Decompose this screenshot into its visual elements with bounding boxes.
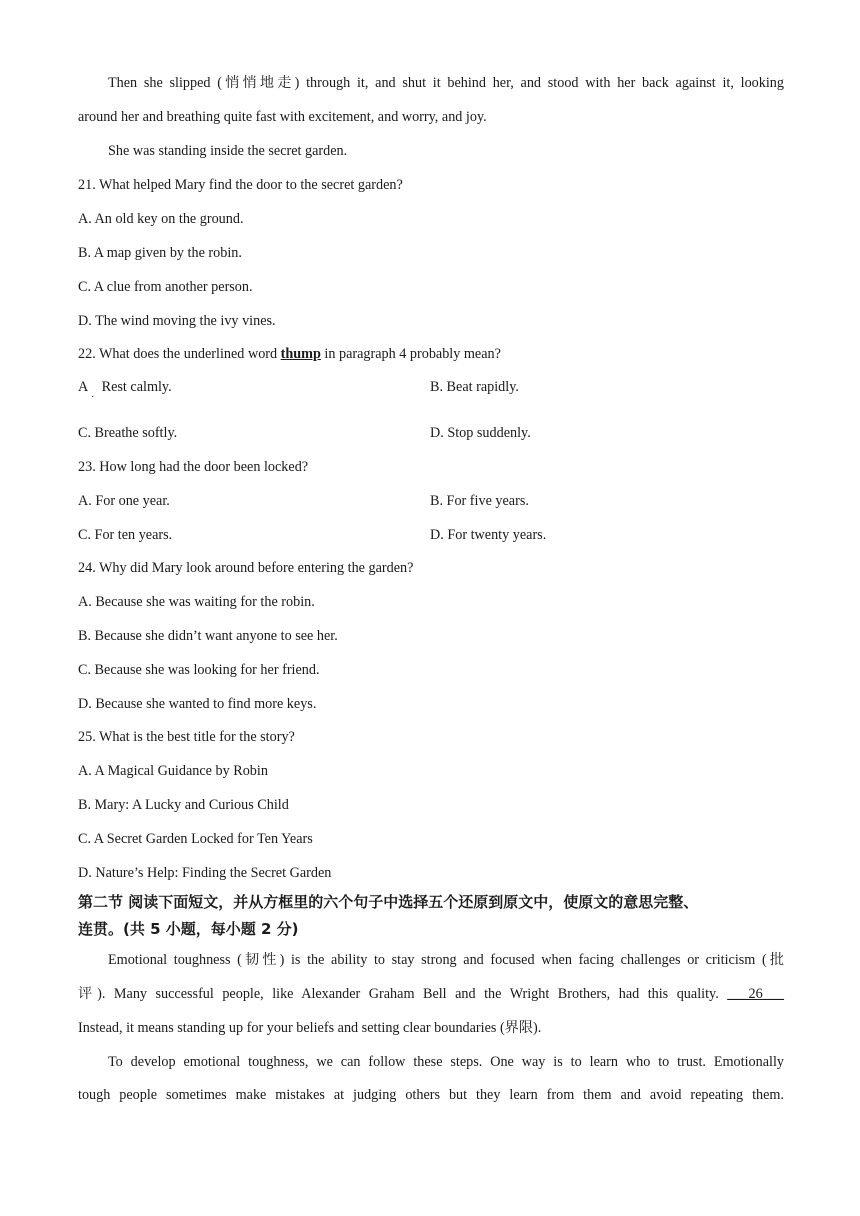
section2-p1-line1: Emotional toughness (韧性) is the ability to stay strong and focused when facing challenges or criticism (批 — [108, 952, 784, 968]
section2-p1-line2-text: 评). Many successful people, like Alexander Graham Bell and the Wright Brothers, had this quality. — [78, 986, 728, 1002]
section2-p1-line3: Instead, it means standing up for your beliefs and setting clear boundaries (界限). — [78, 1020, 542, 1036]
section2-heading-line2: 连贯。(共 5 小题，每小题 2 分) — [78, 920, 299, 938]
passage-p1-line2: around her and breathing quite fast with excitement, and worry, and joy. — [78, 109, 487, 125]
q22-option-a: A Rest calmly. — [78, 379, 172, 395]
q22-stem-before: 22. What does the underlined word — [78, 346, 281, 362]
q21-option-c: C. A clue from another person. — [78, 279, 253, 295]
q24-option-b: B. Because she didn’t want anyone to see her. — [78, 628, 338, 644]
q21-option-b: B. A map given by the robin. — [78, 245, 242, 261]
q24-option-c: C. Because she was looking for her friend. — [78, 662, 320, 678]
section2-p2-line2: tough people sometimes make mistakes at judging others but they learn from them and avoid repeating them. — [78, 1087, 784, 1103]
q22-option-b: B. Beat rapidly. — [430, 379, 519, 395]
section2-p2-line1: To develop emotional toughness, we can follow these steps. One way is to learn who to trust. Emotionally — [108, 1054, 784, 1070]
q23-option-c: C. For ten years. — [78, 527, 173, 543]
q22-option-c: C. Breathe softly. — [78, 425, 178, 441]
q21-option-d: D. The wind moving the ivy vines. — [78, 313, 276, 329]
q22-stem-after: in paragraph 4 probably mean? — [320, 346, 501, 362]
passage-p2: She was standing inside the secret garden. — [108, 143, 348, 159]
q25-option-d: D. Nature’s Help: Finding the Secret Garden — [78, 865, 332, 881]
section2-heading-line1: 第二节 阅读下面短文，并从方框里的六个句子中选择五个还原到原文中，使原文的意思完整、 — [78, 893, 699, 911]
q25-stem: 25. What is the best title for the story? — [78, 729, 295, 745]
passage-p1-line1: Then she slipped (悄悄地走) through it, and shut it behind her, and stood with her back against it, looking — [108, 75, 784, 91]
q22-underlined-word: thump — [280, 346, 321, 362]
q24-option-a: A. Because she was waiting for the robin. — [78, 594, 315, 610]
stray-dot: · — [91, 392, 95, 403]
q25-option-a: A. A Magical Guidance by Robin — [78, 763, 268, 779]
q22-stem — [78, 345, 784, 363]
q24-stem: 24. Why did Mary look around before entering the garden? — [78, 560, 414, 576]
q23-stem: 23. How long had the door been locked? — [78, 459, 309, 475]
blank-26: ___26___ — [727, 986, 784, 1002]
q23-option-d: D. For twenty years. — [430, 527, 547, 543]
q22-option-d: D. Stop suddenly. — [430, 425, 531, 441]
section2-p1-line2 — [78, 985, 784, 1003]
q21-stem: 21. What helped Mary find the door to the secret garden? — [78, 177, 403, 193]
q23-option-a: A. For one year. — [78, 493, 170, 509]
q21-option-a: A. An old key on the ground. — [78, 211, 244, 227]
q24-option-d: D. Because she wanted to find more keys. — [78, 696, 317, 712]
q23-option-b: B. For five years. — [430, 493, 529, 509]
q25-option-b: B. Mary: A Lucky and Curious Child — [78, 797, 289, 813]
q25-option-c: C. A Secret Garden Locked for Ten Years — [78, 831, 313, 847]
